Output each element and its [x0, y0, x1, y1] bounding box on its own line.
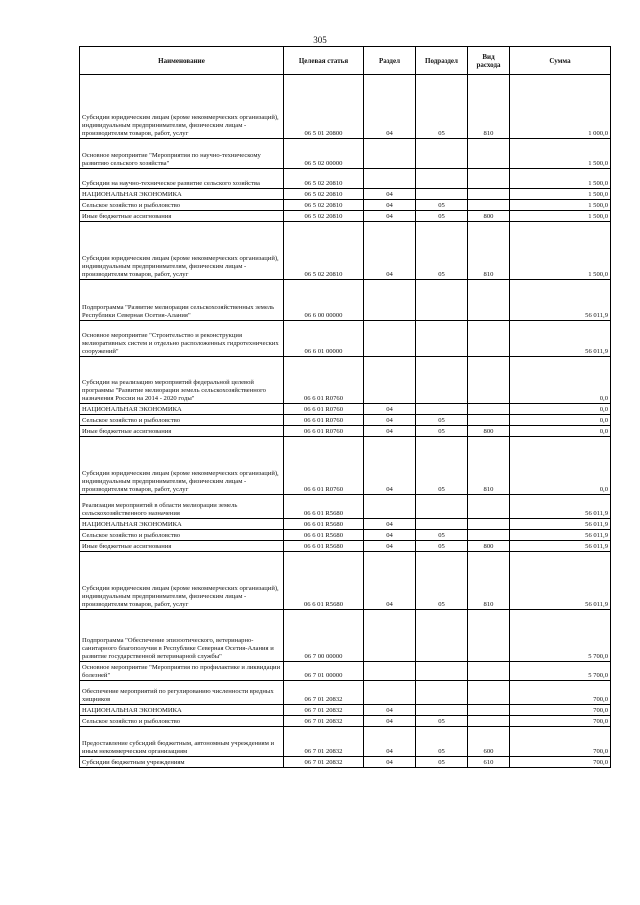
row-name: Обеспечение мероприятий по регулированию численности вредных хищников — [80, 681, 284, 705]
row-expense-type: 800 — [468, 211, 510, 222]
row-name: Субсидии на научно-техническое развитие сельского хозяйства — [80, 169, 284, 189]
row-sum: 1 500,0 — [510, 139, 611, 169]
table-row — [80, 426, 611, 437]
row-subsection — [416, 139, 468, 169]
row-section: 04 — [364, 716, 416, 727]
row-subsection — [416, 681, 468, 705]
table-row — [80, 200, 611, 211]
row-section — [364, 169, 416, 189]
row-expense-type — [468, 662, 510, 681]
row-expense-type — [468, 200, 510, 211]
row-target-article: 06 6 01 R5680 — [284, 519, 364, 530]
row-expense-type — [468, 530, 510, 541]
row-target-article: 06 7 01 20832 — [284, 757, 364, 768]
row-subsection: 05 — [416, 541, 468, 552]
row-section: 04 — [364, 200, 416, 211]
row-name: Иные бюджетные ассигнования — [80, 541, 284, 552]
row-name: Реализация мероприятий в области мелиорации земель сельскохозяйственного назначения — [80, 495, 284, 519]
row-subsection: 05 — [416, 552, 468, 610]
row-name: Субсидии на реализацию мероприятий федеральной целевой программы "Развитие мелиорации земель сельскохозяйственного назначения России на 2014 - 2020 годы" — [80, 357, 284, 404]
row-target-article: 06 6 01 R0760 — [284, 357, 364, 404]
row-section: 04 — [364, 705, 416, 716]
row-sum: 0,0 — [510, 404, 611, 415]
row-name: Субсидии юридическим лицам (кроме некоммерческих организаций), индивидуальным предпринимателям, физическим лицам - производителям товаров, работ, услуг — [80, 75, 284, 139]
row-section — [364, 681, 416, 705]
row-subsection — [416, 357, 468, 404]
row-sum: 56 011,9 — [510, 530, 611, 541]
row-section: 04 — [364, 404, 416, 415]
row-target-article: 06 6 01 R0760 — [284, 415, 364, 426]
row-subsection — [416, 495, 468, 519]
row-subsection: 05 — [416, 757, 468, 768]
row-expense-type — [468, 404, 510, 415]
row-section: 04 — [364, 426, 416, 437]
row-sum: 1 500,0 — [510, 169, 611, 189]
table-row — [80, 610, 611, 662]
row-name: Сельское хозяйство и рыболовство — [80, 200, 284, 211]
row-subsection — [416, 519, 468, 530]
row-name: Субсидии юридическим лицам (кроме некоммерческих организаций), индивидуальным предпринимателям, физическим лицам - производителям товаров, работ, услуг — [80, 222, 284, 280]
row-subsection: 05 — [416, 75, 468, 139]
header-section: Раздел — [364, 47, 416, 75]
row-expense-type — [468, 189, 510, 200]
row-sum: 700,0 — [510, 716, 611, 727]
row-section: 04 — [364, 519, 416, 530]
row-sum: 0,0 — [510, 437, 611, 495]
row-target-article: 06 6 01 R0760 — [284, 437, 364, 495]
row-section — [364, 321, 416, 357]
row-name: НАЦИОНАЛЬНАЯ ЭКОНОМИКА — [80, 189, 284, 200]
row-section: 04 — [364, 75, 416, 139]
table-header-row — [80, 47, 611, 75]
row-sum: 56 011,9 — [510, 495, 611, 519]
row-expense-type — [468, 610, 510, 662]
row-target-article: 06 6 01 R5680 — [284, 495, 364, 519]
row-expense-type: 800 — [468, 541, 510, 552]
row-section: 04 — [364, 757, 416, 768]
row-sum: 56 011,9 — [510, 519, 611, 530]
row-name: НАЦИОНАЛЬНАЯ ЭКОНОМИКА — [80, 519, 284, 530]
row-sum: 1 500,0 — [510, 189, 611, 200]
row-target-article: 06 6 01 R0760 — [284, 426, 364, 437]
row-section: 04 — [364, 541, 416, 552]
table-row — [80, 211, 611, 222]
row-name: Сельское хозяйство и рыболовство — [80, 415, 284, 426]
header-sum: Сумма — [510, 47, 611, 75]
row-section: 04 — [364, 189, 416, 200]
table-row — [80, 169, 611, 189]
row-section — [364, 280, 416, 321]
row-expense-type — [468, 169, 510, 189]
row-expense-type — [468, 139, 510, 169]
row-expense-type — [468, 321, 510, 357]
row-sum: 56 011,9 — [510, 321, 611, 357]
row-target-article: 06 7 01 20832 — [284, 716, 364, 727]
row-expense-type: 810 — [468, 552, 510, 610]
row-name: Субсидии юридическим лицам (кроме некоммерческих организаций), индивидуальным предпринимателям, физическим лицам - производителям товаров, работ, услуг — [80, 437, 284, 495]
table-row — [80, 662, 611, 681]
table-row — [80, 541, 611, 552]
row-subsection: 05 — [416, 426, 468, 437]
row-sum: 0,0 — [510, 426, 611, 437]
row-target-article: 06 5 02 20810 — [284, 200, 364, 211]
row-subsection — [416, 404, 468, 415]
row-sum: 1 500,0 — [510, 200, 611, 211]
row-target-article: 06 6 00 00000 — [284, 280, 364, 321]
row-sum: 700,0 — [510, 681, 611, 705]
row-section — [364, 357, 416, 404]
row-target-article: 06 5 02 20810 — [284, 211, 364, 222]
row-subsection — [416, 705, 468, 716]
row-sum: 0,0 — [510, 357, 611, 404]
row-name: Сельское хозяйство и рыболовство — [80, 530, 284, 541]
table-row — [80, 705, 611, 716]
row-expense-type: 810 — [468, 222, 510, 280]
row-expense-type — [468, 681, 510, 705]
header-expense-type: Вид расхода — [468, 47, 510, 75]
row-sum: 700,0 — [510, 727, 611, 757]
row-section — [364, 495, 416, 519]
row-section: 04 — [364, 530, 416, 541]
row-target-article: 06 5 02 20810 — [284, 169, 364, 189]
row-target-article: 06 6 01 R5680 — [284, 530, 364, 541]
row-name: Основное мероприятие "Строительство и реконструкция мелиоративных систем и отдельно расположенных гидротехнических сооружений" — [80, 321, 284, 357]
row-expense-type: 600 — [468, 727, 510, 757]
row-name: Иные бюджетные ассигнования — [80, 426, 284, 437]
header-subsection: Подраздел — [416, 47, 468, 75]
row-section: 04 — [364, 552, 416, 610]
table-row — [80, 139, 611, 169]
row-name: Субсидии юридическим лицам (кроме некоммерческих организаций), индивидуальным предпринимателям, физическим лицам - производителям товаров, работ, услуг — [80, 552, 284, 610]
row-expense-type: 810 — [468, 437, 510, 495]
row-expense-type — [468, 280, 510, 321]
row-sum: 1 500,0 — [510, 211, 611, 222]
row-name: Основное мероприятие "Мероприятия по профилактике и ликвидации болезней" — [80, 662, 284, 681]
row-sum: 56 011,9 — [510, 280, 611, 321]
table-row — [80, 415, 611, 426]
row-expense-type: 810 — [468, 75, 510, 139]
row-sum: 0,0 — [510, 415, 611, 426]
table-row — [80, 495, 611, 519]
row-name: Подпрограмма "Обеспечение эпизоотического, ветеринарно-санитарного благополучия в Республике Северная Осетия-Алания и развитие государственной ветеринарной службы" — [80, 610, 284, 662]
row-sum: 1 500,0 — [510, 222, 611, 280]
row-name: НАЦИОНАЛЬНАЯ ЭКОНОМИКА — [80, 705, 284, 716]
row-section — [364, 610, 416, 662]
table-row — [80, 75, 611, 139]
row-target-article: 06 7 01 00000 — [284, 662, 364, 681]
row-expense-type — [468, 705, 510, 716]
table-row — [80, 757, 611, 768]
row-target-article: 06 6 01 R0760 — [284, 404, 364, 415]
row-name: Иные бюджетные ассигнования — [80, 211, 284, 222]
row-subsection: 05 — [416, 415, 468, 426]
header-name: Наименование — [80, 47, 284, 75]
table-row — [80, 552, 611, 610]
row-target-article: 06 5 01 20800 — [284, 75, 364, 139]
row-subsection — [416, 280, 468, 321]
table-row — [80, 530, 611, 541]
row-subsection: 05 — [416, 530, 468, 541]
budget-table — [79, 46, 611, 768]
row-expense-type: 610 — [468, 757, 510, 768]
row-expense-type — [468, 519, 510, 530]
table-row — [80, 222, 611, 280]
row-target-article: 06 7 01 20832 — [284, 705, 364, 716]
row-sum: 5 700,0 — [510, 662, 611, 681]
header-target-article: Целевая статья — [284, 47, 364, 75]
table-row — [80, 280, 611, 321]
row-expense-type: 800 — [468, 426, 510, 437]
table-row — [80, 437, 611, 495]
row-name: Сельское хозяйство и рыболовство — [80, 716, 284, 727]
table-row — [80, 519, 611, 530]
row-target-article: 06 6 01 R5680 — [284, 541, 364, 552]
row-subsection — [416, 169, 468, 189]
row-sum: 5 700,0 — [510, 610, 611, 662]
table-row — [80, 321, 611, 357]
row-subsection: 05 — [416, 211, 468, 222]
row-target-article: 06 7 01 20832 — [284, 681, 364, 705]
row-expense-type — [468, 495, 510, 519]
row-subsection: 05 — [416, 222, 468, 280]
page-number: 305 — [313, 35, 327, 45]
row-subsection — [416, 662, 468, 681]
row-target-article: 06 6 01 R5680 — [284, 552, 364, 610]
row-subsection — [416, 610, 468, 662]
table-row — [80, 727, 611, 757]
row-section — [364, 662, 416, 681]
table-row — [80, 716, 611, 727]
row-expense-type — [468, 716, 510, 727]
table-row — [80, 404, 611, 415]
row-subsection: 05 — [416, 727, 468, 757]
row-target-article: 06 5 02 20810 — [284, 189, 364, 200]
row-section: 04 — [364, 211, 416, 222]
row-target-article: 06 7 00 00000 — [284, 610, 364, 662]
row-target-article: 06 5 02 20810 — [284, 222, 364, 280]
table-row — [80, 189, 611, 200]
row-section: 04 — [364, 415, 416, 426]
row-sum: 700,0 — [510, 705, 611, 716]
row-expense-type — [468, 415, 510, 426]
row-name: Подпрограмма "Развитие мелиорации сельскохозяйственных земель Республики Северная Осетия-Алания" — [80, 280, 284, 321]
table-row — [80, 681, 611, 705]
row-subsection: 05 — [416, 716, 468, 727]
row-name: Субсидии бюджетным учреждениям — [80, 757, 284, 768]
row-target-article: 06 7 01 20832 — [284, 727, 364, 757]
row-target-article: 06 6 01 00000 — [284, 321, 364, 357]
row-sum: 56 011,9 — [510, 552, 611, 610]
row-sum: 56 011,9 — [510, 541, 611, 552]
row-target-article: 06 5 02 00000 — [284, 139, 364, 169]
row-subsection — [416, 189, 468, 200]
row-subsection — [416, 321, 468, 357]
row-subsection: 05 — [416, 200, 468, 211]
row-name: Основное мероприятие "Мероприятия по научно-техническому развитию сельского хозяйства" — [80, 139, 284, 169]
table-row — [80, 357, 611, 404]
row-sum: 700,0 — [510, 757, 611, 768]
row-section: 04 — [364, 437, 416, 495]
row-sum: 1 000,0 — [510, 75, 611, 139]
row-section: 04 — [364, 222, 416, 280]
row-subsection: 05 — [416, 437, 468, 495]
row-name: НАЦИОНАЛЬНАЯ ЭКОНОМИКА — [80, 404, 284, 415]
row-name: Предоставление субсидий бюджетным, автономным учреждениям и иным некоммерческим организациям — [80, 727, 284, 757]
table-body — [80, 75, 611, 768]
row-section: 04 — [364, 727, 416, 757]
row-section — [364, 139, 416, 169]
row-expense-type — [468, 357, 510, 404]
